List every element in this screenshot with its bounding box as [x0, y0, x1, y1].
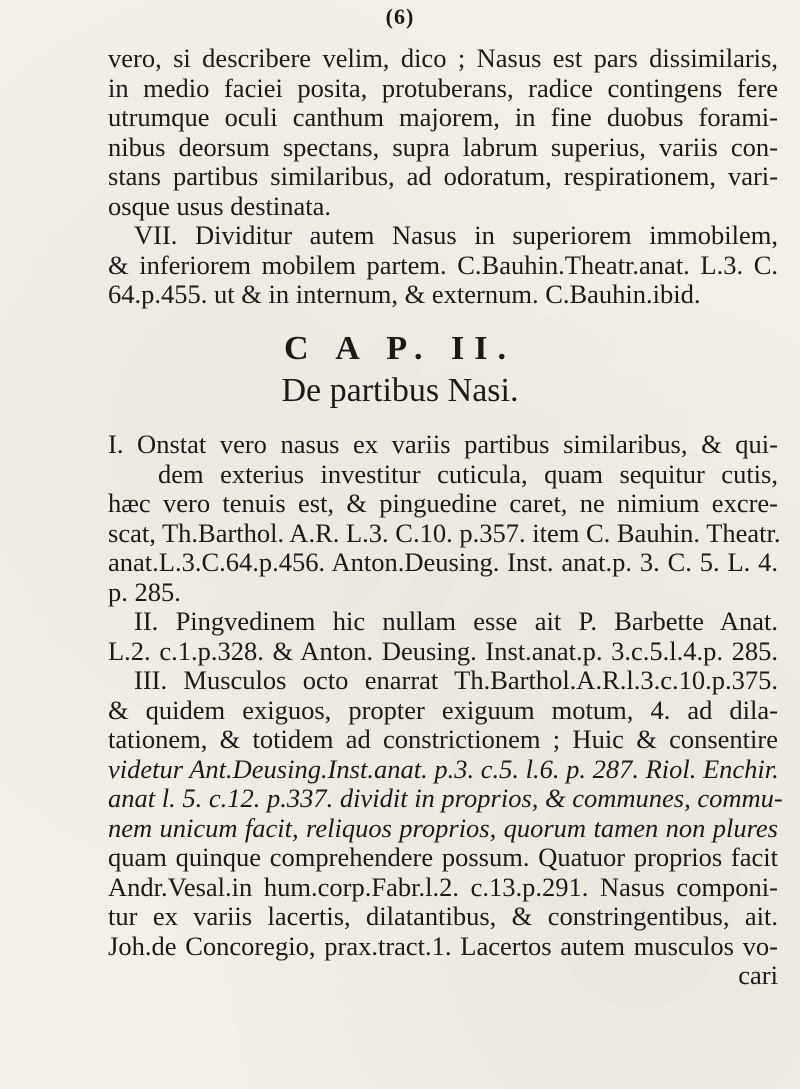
text-line: in medio faciei posita, protuberans, radice contingens fere	[108, 72, 778, 103]
text-line: quam quinque comprehendere possum. Quatuor proprios facit	[108, 842, 778, 872]
chapter-title: De partibus Nasi.	[281, 372, 519, 409]
text-line: anat l. 5. c.12. p.337. dividit in proprios, & communes, commu-	[108, 783, 783, 813]
text-line: nibus deorsum spectans, supra labrum superius, variis con-	[108, 131, 778, 162]
text-line: scat, Th.Barthol. A.R. L.3. C.10. p.357. item C. Bauhin. Theatr.	[108, 517, 781, 548]
text-line: II. Pingvedinem hic nullam esse ait P. Barbette Anat.	[134, 606, 778, 636]
text-line: hæc vero tenuis est, & pinguedine caret, ne nimium excre-	[108, 488, 778, 518]
text-line: p. 285.	[108, 576, 181, 607]
text-line: dem exterius investitur cuticula, quam sequitur cutis,	[158, 458, 778, 489]
text-line: L.2. c.1.p.328. & Anton. Deusing. Inst.anat.p. 3.c.5.l.4.p. 285.	[108, 635, 778, 666]
text-line: vero, si describere velim, dico ; Nasus est pars dissimilaris,	[108, 43, 778, 73]
text-line: utrumque oculi canthum majorem, in fine duobus forami-	[108, 102, 778, 132]
text-line: Joh.de Concoregio, prax.tract.1. Lacertos autem musculos vo-	[108, 930, 778, 961]
text-line: III. Musculos octo enarrat Th.Barthol.A.R.l.3.c.10.p.375.	[134, 665, 778, 695]
text-line: & quidem exiguos, propter exiguum motum, 4. ad dila-	[108, 694, 778, 725]
text-line: videtur Ant.Deusing.Inst.anat. p.3. c.5. l.6. p. 287. Riol. Enchir.	[108, 753, 779, 784]
text-line: 64.p.455. ut & in internum, & externum. C.Bauhin.ibid.	[108, 279, 701, 309]
text-line: & inferiorem mobilem partem. C.Bauhin.Theatr.anat. L.3. C.	[108, 249, 778, 280]
chapter-heading: C A P. II.	[284, 330, 516, 367]
text-line: tur ex variis lacertis, dilatantibus, & constringentibus, ait.	[108, 901, 778, 931]
text-block-top	[108, 44, 778, 310]
text-line: nem unicum facit, reliquos proprios, quorum tamen non plures	[108, 812, 778, 843]
text-line: osque usus destinata.	[108, 190, 332, 221]
text-line: VII. Dividitur autem Nasus in superiorem immobilem,	[134, 220, 778, 250]
text-line: tationem, & totidem ad constrictionem ; Huic & consentire	[108, 724, 778, 754]
text-line: stans partibus similaribus, ad odoratum, respirationem, vari-	[108, 161, 778, 191]
text-block-bottom	[108, 429, 783, 991]
text-line: cari	[738, 960, 778, 990]
text-line: anat.L.3.C.64.p.456. Anton.Deusing. Inst. anat.p. 3. C. 5. L. 4.	[108, 547, 778, 577]
text-line: I. Onstat vero nasus ex variis partibus similaribus, & qui-	[108, 429, 778, 459]
text-line: Andr.Vesal.in hum.corp.Fabr.l.2. c.13.p.291. Nasus componi-	[108, 871, 778, 902]
page-header: (6)	[385, 4, 415, 29]
